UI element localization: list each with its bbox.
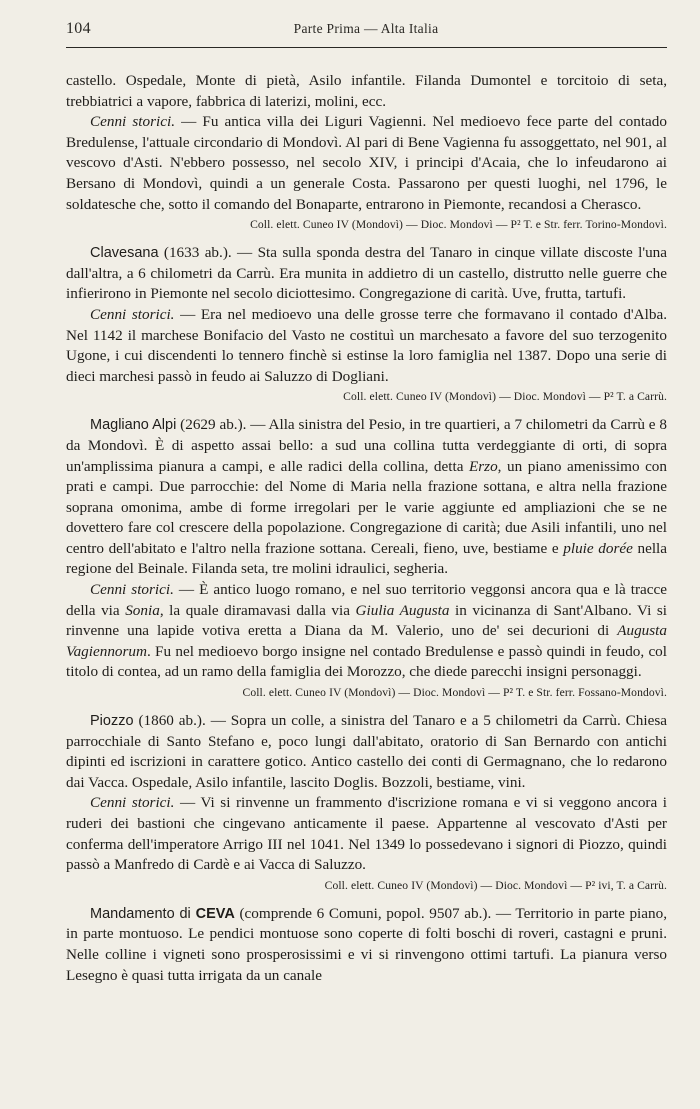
intro-cenni-paragraph: Cenni storici. — Fu antica villa dei Liguri Vagienni. Nel medioevo fece parte del contado Bredulense, l'attuale circondario di Mondovì. Al pari di Bene Vagienna fu assoggettato, nel 901, al vescovo d'Asti. N'ebbero possesso, nel secolo XIV, i principi d'Acaia, che lo infeudarono ai Bersano di Mondovì, quindi a un generale Costa. Passarono per questi luoghi, nel 1796, le soldatesche che, sotto il comando del Bonaparte, entrarono in Piemonte, recandosi a Cherasco. (66, 113, 667, 213)
clavesana-cenni: Cenni storici. — Era nel medioevo una delle grosse terre che formavano il contado d'Alba. Nel 1142 il marchese Bonifacio del Vasto ne costituì un marchesato a favore del suo terzogenito Ugone, i cui discendenti lo tennero finchè si estinse la loro famiglia nel 1387. Dopo una serie di dieci marchesi passò in feudo ai Saluzzo di Dogliani. (66, 305, 667, 385)
clavesana-reference: Coll. elett. Cuneo IV (Mondovì) — Dioc. Mondovì — P² T. a Carrù. (343, 390, 667, 404)
page-number: 104 (66, 20, 91, 37)
piozzo-cenni: Cenni storici. — Vi si rinvenne un frammento d'iscrizione romana e vi si veggono ancora i ruderi dei bastioni che cingevano anticamente il paese. Appartenne al vescovato d'Asti per conferma dell'imperatore Arrigo III nel 1041. Nel 1349 lo possedevano i signori di Piozzo, quindi passò a Manfredo di Cardè e ai Vacca di Saluzzo. (66, 794, 668, 874)
place-name-clavesana: Clavesana (90, 245, 159, 262)
intro-reference: Coll. elett. Cuneo IV (Mondovì) — Dioc. Mondovì — P² T. e Str. ferr. Torino-Mondovì. (250, 218, 667, 232)
clavesana-entry: Clavesana (1633 ab.). — Sta sulla sponda destra del Tanaro in cinque villate discoste l'una dall'altra, a 6 chilometri da Carrù. Era munita in addietro di un castello, distrutto nelle guerre che infierirono in Piemonte nel secolo diciottesimo. Congregazione di carità. Uve, frutta, tartufi. (66, 244, 667, 303)
magliano-reference: Coll. elett. Cuneo IV (Mondovì) — Dioc. Mondovì — P² T. e Str. ferr. Fossano-Mondovì. (242, 686, 667, 700)
piozzo-reference: Coll. elett. Cuneo IV (Mondovì) — Dioc. Mondovì — P² ivi, T. a Carrù. (324, 878, 667, 892)
header-rule (66, 47, 667, 48)
place-name-magliano: Magliano Alpi (90, 417, 177, 434)
piozzo-entry: Piozzo (1860 ab.). — Sopra un colle, a sinistra del Tanaro e a 5 chilometri da Carrù. Chiesa parrocchiale di Santo Stefano e, poco lungi dall'abitato, oratorio di San Bernardo con antichi dipinti ed iscrizioni in carattere gotico. Antico castello dei conti di Germagnano, che lo redarono dai Vacca. Ospedale, Asilo infantile, lascito Doglis. Bozzoli, bestiame, vini. (66, 712, 667, 791)
magliano-entry: Magliano Alpi (2629 ab.). — Alla sinistra del Pesio, in tre quartieri, a 7 chilometri da Carrù e 8 da Mondovì. È di aspetto assai bello: a sud una collina tutta verdeggiante di orti, di sopra un'amplissima pianura a campi, e alle radici della collina, detta Erzo, un piano amenissimo con prati e campi. Due parrocchie: del Nome di Maria nella frazione sottana, e altra nella frazione soprana omonima, ambe di forme irregolari per le varie aggiunte ed ampliazioni che se ne dovettero fare col crescere della popolazione. Congregazione di carità; due Asili infantili, uno nel centro dell'abitato e l'altro nella frazione sottana. Cereali, fieno, uve, bestiame e pluie dorée nella regione del Beinale. Filanda seta, tre molini idraulici, segheria. (66, 416, 668, 578)
mandamento-title: Mandamento di CEVA (90, 905, 235, 922)
magliano-cenni: Cenni storici. — È antico luogo romano, e nel suo territorio veggonsi ancora qua e là tracce della via Sonia, la quale diramavasi dalla via Giulia Augusta in vicinanza di Sant'Albano. Vi si rinvenne una lapide votiva eretta a Diana da M. Valerio, uno de' sei decurioni di Augusta Vagiennorum. Fu nel medioevo borgo insigne nel contado Bredulense e passò quindi in feudo, col titolo di contea, ad un ramo della famiglia dei Morozzo, che diede parecchi insigni personaggi. (66, 581, 667, 681)
place-name-piozzo: Piozzo (90, 713, 134, 730)
running-title: Parte Prima — Alta Italia (293, 21, 439, 36)
intro-paragraph: castello. Ospedale, Monte di pietà, Asilo infantile. Filanda Dumontel e torcitoio di seta, trebbiatrici a vapore, fabbrica di laterizi, molini, ecc. (66, 72, 667, 110)
page-header (66, 14, 666, 46)
ceva-entry: Mandamento di CEVA (comprende 6 Comuni, popol. 9507 ab.). — Territorio in parte piano, in parte montuoso. Le pendici montuose sono coperte di folti boschi di roveri, castagni e pruni. Nelle colline i vigneti sono prosperosissimi e vi si rinvengono ottimi tartufi. La pianura verso Lesegno è quasi tutta irrigata da un canale (66, 904, 667, 984)
body-text (66, 71, 667, 986)
